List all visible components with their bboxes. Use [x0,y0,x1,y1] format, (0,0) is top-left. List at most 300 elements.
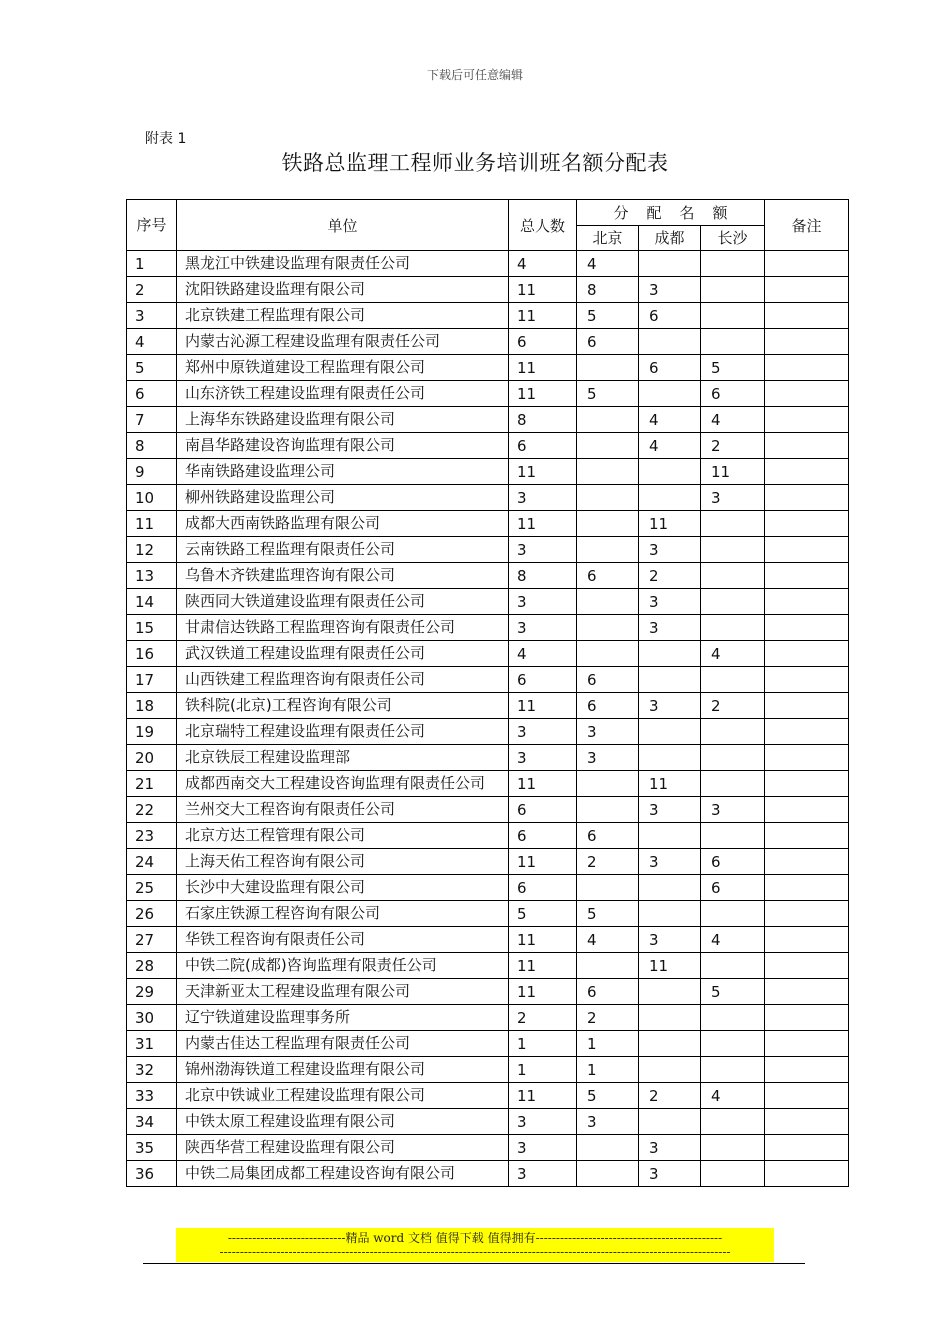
cell-chengdu: 3 [639,615,701,641]
table-row [127,875,849,901]
table-body [127,251,849,1187]
cell-changsha: 4 [701,927,765,953]
cell-beijing: 8 [577,277,639,303]
cell-remarks [765,667,849,693]
table-row [127,693,849,719]
cell-chengdu [639,979,701,1005]
cell-no: 2 [127,277,177,303]
cell-chengdu: 3 [639,927,701,953]
cell-remarks [765,329,849,355]
cell-changsha [701,615,765,641]
table-row [127,901,849,927]
table-row [127,979,849,1005]
cell-remarks [765,745,849,771]
footer-line-2: ------------------------------------------------------------------------------------------------------------------------------ [219,1245,731,1259]
cell-total: 11 [509,1083,577,1109]
cell-beijing [577,589,639,615]
cell-changsha [701,745,765,771]
cell-no: 13 [127,563,177,589]
header-unit: 单位 [177,200,509,251]
cell-chengdu [639,901,701,927]
cell-beijing: 6 [577,329,639,355]
cell-total: 11 [509,511,577,537]
table-row [127,1031,849,1057]
cell-no: 17 [127,667,177,693]
cell-beijing [577,1135,639,1161]
cell-beijing [577,615,639,641]
cell-unit: 上海华东铁路建设监理有限公司 [177,407,509,433]
cell-no: 25 [127,875,177,901]
cell-changsha [701,667,765,693]
cell-beijing: 2 [577,849,639,875]
cell-changsha [701,537,765,563]
cell-changsha: 2 [701,433,765,459]
cell-total: 11 [509,849,577,875]
cell-unit: 郑州中原铁道建设工程监理有限公司 [177,355,509,381]
table-row [127,251,849,277]
cell-remarks [765,563,849,589]
cell-chengdu [639,1109,701,1135]
cell-changsha: 3 [701,797,765,823]
cell-beijing [577,771,639,797]
cell-beijing [577,355,639,381]
cell-unit: 北京瑞特工程建设监理有限责任公司 [177,719,509,745]
table-row [127,1161,849,1187]
cell-changsha [701,303,765,329]
cell-beijing: 5 [577,901,639,927]
cell-changsha [701,1031,765,1057]
cell-total: 1 [509,1057,577,1083]
cell-beijing: 1 [577,1057,639,1083]
table-row [127,745,849,771]
cell-unit: 成都大西南铁路监理有限公司 [177,511,509,537]
table-row [127,953,849,979]
cell-beijing: 6 [577,693,639,719]
cell-unit: 柳州铁路建设监理公司 [177,485,509,511]
cell-total: 11 [509,303,577,329]
cell-unit: 乌鲁木齐铁建监理咨询有限公司 [177,563,509,589]
cell-beijing [577,485,639,511]
cell-chengdu: 3 [639,849,701,875]
cell-remarks [765,979,849,1005]
table-row [127,927,849,953]
cell-beijing [577,459,639,485]
cell-no: 35 [127,1135,177,1161]
cell-changsha: 3 [701,485,765,511]
cell-changsha: 5 [701,355,765,381]
cell-total: 11 [509,927,577,953]
cell-no: 36 [127,1161,177,1187]
cell-remarks [765,511,849,537]
cell-unit: 山东济铁工程建设监理有限责任公司 [177,381,509,407]
cell-total: 1 [509,1031,577,1057]
cell-beijing [577,797,639,823]
cell-beijing [577,875,639,901]
cell-no: 12 [127,537,177,563]
cell-total: 6 [509,797,577,823]
cell-total: 3 [509,1161,577,1187]
cell-chengdu [639,381,701,407]
cell-no: 27 [127,927,177,953]
cell-changsha [701,511,765,537]
cell-remarks [765,1135,849,1161]
cell-chengdu [639,745,701,771]
cell-unit: 云南铁路工程监理有限责任公司 [177,537,509,563]
cell-chengdu: 6 [639,303,701,329]
cell-beijing: 3 [577,719,639,745]
cell-remarks [765,251,849,277]
table-row [127,407,849,433]
cell-beijing: 5 [577,1083,639,1109]
cell-changsha [701,589,765,615]
cell-no: 21 [127,771,177,797]
cell-unit: 上海天佑工程咨询有限公司 [177,849,509,875]
cell-chengdu: 2 [639,563,701,589]
cell-no: 20 [127,745,177,771]
cell-no: 15 [127,615,177,641]
cell-total: 6 [509,329,577,355]
cell-remarks [765,797,849,823]
cell-changsha [701,1005,765,1031]
table-row [127,511,849,537]
cell-chengdu [639,1031,701,1057]
cell-chengdu: 3 [639,1161,701,1187]
cell-no: 23 [127,823,177,849]
cell-chengdu: 3 [639,589,701,615]
cell-total: 3 [509,1135,577,1161]
allocation-table [126,199,849,1187]
cell-unit: 甘肃信达铁路工程监理咨询有限责任公司 [177,615,509,641]
cell-changsha: 2 [701,693,765,719]
cell-changsha [701,563,765,589]
cell-total: 8 [509,563,577,589]
cell-changsha [701,953,765,979]
cell-changsha: 4 [701,407,765,433]
cell-beijing: 3 [577,745,639,771]
cell-remarks [765,875,849,901]
cell-no: 11 [127,511,177,537]
table-row [127,797,849,823]
cell-beijing [577,407,639,433]
cell-total: 3 [509,1109,577,1135]
cell-no: 7 [127,407,177,433]
table-row [127,589,849,615]
cell-unit: 南昌华路建设咨询监理有限公司 [177,433,509,459]
cell-unit: 陕西同大铁道建设监理有限责任公司 [177,589,509,615]
cell-beijing [577,537,639,563]
table-row [127,1057,849,1083]
cell-remarks [765,459,849,485]
cell-chengdu [639,1057,701,1083]
cell-changsha: 6 [701,849,765,875]
cell-unit: 北京铁建工程监理有限公司 [177,303,509,329]
cell-remarks [765,849,849,875]
table-row [127,719,849,745]
cell-no: 18 [127,693,177,719]
cell-remarks [765,277,849,303]
cell-unit: 北京铁辰工程建设监理部 [177,745,509,771]
header-note: 下载后可任意编辑 [426,68,523,82]
cell-no: 26 [127,901,177,927]
cell-unit: 北京方达工程管理有限公司 [177,823,509,849]
header-changsha: 长沙 [701,225,765,251]
cell-total: 11 [509,381,577,407]
footer-divider [143,1263,805,1264]
cell-no: 19 [127,719,177,745]
cell-total: 6 [509,433,577,459]
cell-unit: 中铁二局集团成都工程建设咨询有限公司 [177,1161,509,1187]
cell-total: 3 [509,745,577,771]
cell-total: 11 [509,277,577,303]
table-row [127,537,849,563]
cell-chengdu: 3 [639,537,701,563]
table-row [127,303,849,329]
cell-total: 8 [509,407,577,433]
cell-unit: 黑龙江中铁建设监理有限责任公司 [177,251,509,277]
cell-chengdu: 3 [639,1135,701,1161]
cell-remarks [765,433,849,459]
cell-beijing [577,433,639,459]
cell-unit: 沈阳铁路建设监理有限公司 [177,277,509,303]
cell-beijing: 6 [577,979,639,1005]
table-row [127,1135,849,1161]
cell-beijing [577,511,639,537]
cell-remarks [765,1083,849,1109]
cell-remarks [765,1031,849,1057]
cell-unit: 武汉铁道工程建设监理有限责任公司 [177,641,509,667]
cell-no: 14 [127,589,177,615]
table-row [127,355,849,381]
cell-no: 3 [127,303,177,329]
cell-unit: 华南铁路建设监理公司 [177,459,509,485]
table-row [127,1109,849,1135]
cell-chengdu: 4 [639,407,701,433]
cell-beijing [577,1161,639,1187]
cell-total: 4 [509,641,577,667]
cell-beijing: 6 [577,667,639,693]
table-row [127,1005,849,1031]
cell-changsha: 6 [701,875,765,901]
cell-unit: 中铁二院(成都)咨询监理有限责任公司 [177,953,509,979]
page-title: 铁路总监理工程师业务培训班名额分配表 [281,151,669,175]
cell-chengdu [639,1005,701,1031]
cell-changsha [701,901,765,927]
cell-chengdu: 11 [639,771,701,797]
cell-beijing: 3 [577,1109,639,1135]
cell-remarks [765,901,849,927]
cell-chengdu [639,667,701,693]
cell-chengdu [639,641,701,667]
table-row [127,641,849,667]
cell-no: 31 [127,1031,177,1057]
cell-remarks [765,641,849,667]
cell-chengdu: 3 [639,797,701,823]
cell-remarks [765,485,849,511]
cell-total: 11 [509,953,577,979]
cell-total: 3 [509,485,577,511]
cell-changsha [701,1161,765,1187]
cell-no: 10 [127,485,177,511]
cell-no: 28 [127,953,177,979]
cell-changsha: 4 [701,641,765,667]
cell-chengdu: 4 [639,433,701,459]
cell-no: 6 [127,381,177,407]
cell-no: 5 [127,355,177,381]
cell-unit: 锦州渤海铁道工程建设监理有限公司 [177,1057,509,1083]
cell-unit: 兰州交大工程咨询有限责任公司 [177,797,509,823]
cell-total: 11 [509,459,577,485]
cell-no: 29 [127,979,177,1005]
table-row [127,667,849,693]
header-total: 总人数 [509,200,577,251]
cell-beijing: 4 [577,251,639,277]
cell-unit: 辽宁铁道建设监理事务所 [177,1005,509,1031]
table-row [127,459,849,485]
cell-remarks [765,355,849,381]
cell-changsha: 6 [701,381,765,407]
cell-remarks [765,927,849,953]
table-row [127,381,849,407]
cell-total: 5 [509,901,577,927]
cell-beijing: 1 [577,1031,639,1057]
cell-remarks [765,719,849,745]
cell-remarks [765,823,849,849]
cell-changsha: 11 [701,459,765,485]
cell-beijing [577,641,639,667]
table-row [127,849,849,875]
cell-no: 33 [127,1083,177,1109]
cell-chengdu: 11 [639,953,701,979]
cell-no: 34 [127,1109,177,1135]
cell-beijing [577,953,639,979]
cell-beijing: 6 [577,563,639,589]
cell-beijing: 5 [577,303,639,329]
header-seq: 序号 [127,200,177,251]
cell-chengdu: 3 [639,277,701,303]
cell-total: 11 [509,771,577,797]
cell-remarks [765,589,849,615]
table-row [127,771,849,797]
cell-no: 4 [127,329,177,355]
cell-changsha [701,251,765,277]
header-remarks: 备注 [765,200,849,251]
cell-no: 9 [127,459,177,485]
cell-total: 3 [509,537,577,563]
cell-remarks [765,381,849,407]
cell-total: 3 [509,615,577,641]
cell-unit: 天津新亚太工程建设监理有限公司 [177,979,509,1005]
header-beijing: 北京 [577,225,639,251]
table-row [127,485,849,511]
cell-unit: 华铁工程咨询有限责任公司 [177,927,509,953]
cell-total: 11 [509,693,577,719]
cell-total: 2 [509,1005,577,1031]
cell-remarks [765,771,849,797]
cell-total: 11 [509,979,577,1005]
cell-unit: 长沙中大建设监理有限公司 [177,875,509,901]
cell-unit: 铁科院(北京)工程咨询有限公司 [177,693,509,719]
cell-remarks [765,1161,849,1187]
cell-total: 6 [509,875,577,901]
cell-total: 4 [509,251,577,277]
header-row-top [127,200,849,226]
cell-changsha: 5 [701,979,765,1005]
cell-chengdu: 6 [639,355,701,381]
header-allocation: 分配名额 [577,200,765,226]
cell-beijing: 5 [577,381,639,407]
cell-no: 8 [127,433,177,459]
footer-line-1: -----------------------------精品 word 文档 值得下载 值得拥有---------------------------------------------- [227,1231,723,1245]
cell-remarks [765,1057,849,1083]
cell-chengdu [639,875,701,901]
cell-changsha [701,719,765,745]
cell-unit: 石家庄铁源工程咨询有限公司 [177,901,509,927]
cell-unit: 陕西华营工程建设监理有限公司 [177,1135,509,1161]
cell-no: 30 [127,1005,177,1031]
table-row [127,823,849,849]
cell-remarks [765,1005,849,1031]
cell-changsha [701,277,765,303]
table-row [127,563,849,589]
cell-chengdu [639,251,701,277]
cell-remarks [765,953,849,979]
cell-remarks [765,407,849,433]
cell-chengdu [639,485,701,511]
cell-chengdu [639,719,701,745]
cell-remarks [765,303,849,329]
table-row [127,433,849,459]
cell-unit: 内蒙古沁源工程建设监理有限责任公司 [177,329,509,355]
cell-no: 16 [127,641,177,667]
cell-changsha [701,1109,765,1135]
cell-changsha [701,823,765,849]
cell-remarks [765,693,849,719]
cell-unit: 中铁太原工程建设监理有限公司 [177,1109,509,1135]
table-row [127,329,849,355]
cell-changsha [701,1057,765,1083]
cell-changsha [701,1135,765,1161]
cell-total: 3 [509,719,577,745]
cell-beijing: 6 [577,823,639,849]
cell-total: 6 [509,667,577,693]
cell-chengdu [639,459,701,485]
cell-no: 22 [127,797,177,823]
cell-chengdu [639,823,701,849]
cell-changsha [701,329,765,355]
cell-unit: 内蒙古佳达工程监理有限责任公司 [177,1031,509,1057]
cell-total: 6 [509,823,577,849]
table-row [127,1083,849,1109]
cell-remarks [765,537,849,563]
cell-beijing: 4 [577,927,639,953]
cell-changsha [701,771,765,797]
cell-beijing: 2 [577,1005,639,1031]
cell-unit: 北京中铁诚业工程建设监理有限公司 [177,1083,509,1109]
cell-unit: 成都西南交大工程建设咨询监理有限责任公司 [177,771,509,797]
attachment-label: 附表 1 [145,131,187,147]
table-row [127,615,849,641]
cell-total: 11 [509,355,577,381]
cell-total: 3 [509,589,577,615]
cell-chengdu [639,329,701,355]
cell-no: 1 [127,251,177,277]
cell-changsha: 4 [701,1083,765,1109]
cell-remarks [765,1109,849,1135]
cell-no: 24 [127,849,177,875]
cell-no: 32 [127,1057,177,1083]
cell-chengdu: 11 [639,511,701,537]
cell-chengdu: 2 [639,1083,701,1109]
